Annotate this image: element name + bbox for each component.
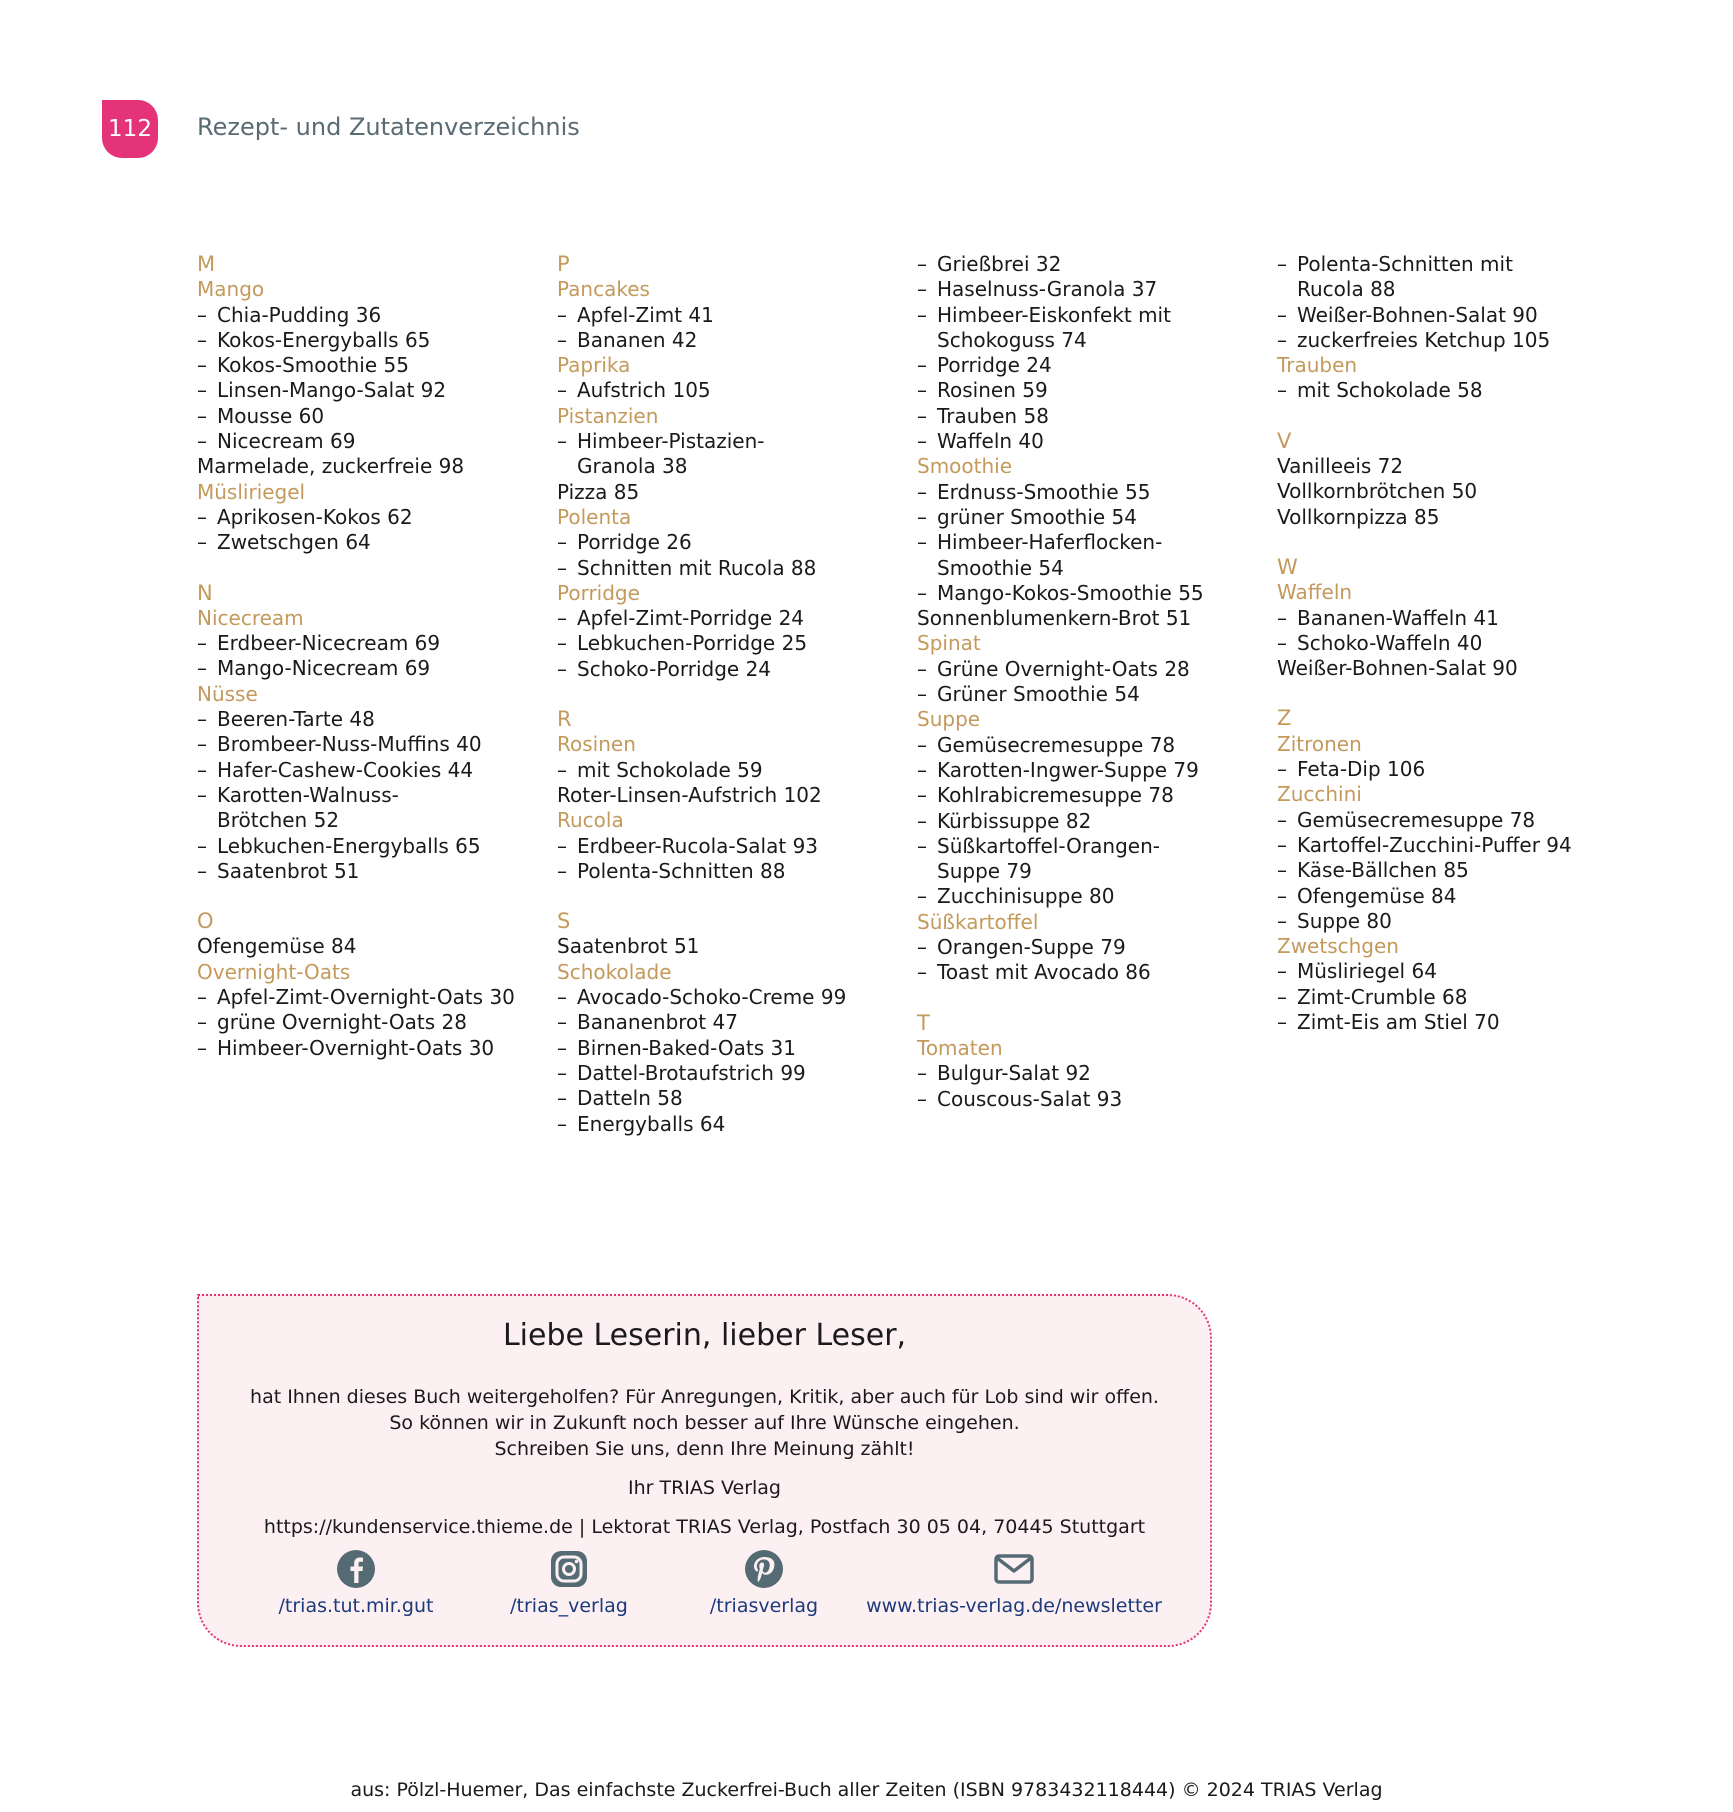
index-subentry: – Orangen-Suppe 79 [917,935,1257,960]
index-subentry: – mit Schokolade 59 [557,758,897,783]
index-subentry: – Nicecream 69 [197,429,537,454]
index-subentry: – Suppe 80 [1277,909,1617,934]
index-subentry: – Himbeer-Pistazien- [557,429,897,454]
index-subentry: – Gemüsecremesuppe 78 [1277,808,1617,833]
index-entry: Vanilleeis 72 [1277,454,1404,479]
index-subentry: – Apfel-Zimt-Porridge 24 [557,606,897,631]
index-subentry: – Porridge 26 [557,530,897,555]
index-subentry: – Trauben 58 [917,404,1257,429]
index-subentry: – Mango-Kokos-Smoothie 55 [917,581,1257,606]
index-subentry: – Porridge 24 [917,353,1257,378]
index-subentry: – Avocado-Schoko-Creme 99 [557,985,897,1010]
index-heading: Süßkartoffel [917,909,1039,934]
index-subentry: – grüner Smoothie 54 [917,505,1257,530]
pinterest-icon [744,1549,784,1589]
index-subentry: – Erdbeer-Nicecream 69 [197,631,537,656]
page-number-badge [102,100,158,158]
index-subentry: – Beeren-Tarte 48 [197,707,537,732]
index-letter: T [917,1010,930,1035]
index-heading: Polenta [557,504,632,529]
index-spacer [557,884,897,909]
index-subentry: – Mousse 60 [197,404,537,429]
index-subentry: – Grüner Smoothie 54 [917,682,1257,707]
index-subentry: – Himbeer-Eiskonfekt mit [917,303,1257,328]
index-entry: Weißer-Bohnen-Salat 90 [1277,656,1518,681]
index-entry: Marmelade, zuckerfreie 98 [197,454,465,479]
mail-icon [993,1549,1035,1589]
facebook-link[interactable]: /trias.tut.mir.gut [278,1595,434,1617]
social-instagram[interactable] [469,1549,669,1617]
index-spacer [197,556,537,581]
feedback-signature: Ihr TRIAS Verlag [627,1477,781,1499]
index-subentry: – Datteln 58 [557,1086,897,1111]
index-subentry: – Weißer-Bohnen-Salat 90 [1277,303,1617,328]
index-heading: Porridge [557,580,640,605]
index-subentry: – Gemüsecremesuppe 78 [917,733,1257,758]
index-subentry: – Linsen-Mango-Salat 92 [197,378,537,403]
index-subentry: – Birnen-Baked-Oats 31 [557,1036,897,1061]
index-subentry: – Ofengemüse 84 [1277,884,1617,909]
index-heading: Tomaten [917,1035,1003,1060]
index-letter: O [197,909,214,934]
index-heading: Pancakes [557,277,650,302]
index-subentry: – Schnitten mit Rucola 88 [557,556,897,581]
index-heading: Mango [197,277,265,302]
index-subentry: – Aufstrich 105 [557,378,897,403]
index-letter: N [197,580,213,605]
index-heading: Zitronen [1277,731,1362,756]
index-letter: W [1277,554,1298,579]
index-entry: Vollkornpizza 85 [1277,504,1440,529]
index-spacer [197,884,537,909]
index-subentry: – Lebkuchen-Energyballs 65 [197,834,537,859]
index-subentry-continued: Suppe 79 [937,859,1032,884]
index-subentry: – Waffeln 40 [917,429,1257,454]
feedback-contact[interactable]: https://kundenservice.thieme.de | Lektorat TRIAS Verlag, Postfach 30 05 04, 70445 Stuttgart [263,1516,1146,1538]
index-subentry: – Haselnuss-Granola 37 [917,277,1257,302]
social-facebook[interactable] [241,1549,471,1617]
pinterest-link[interactable]: /triasverlag [709,1595,819,1617]
index-subentry: – Toast mit Avocado 86 [917,960,1257,985]
index-spacer [1277,530,1617,555]
index-subentry: – Grüne Overnight-Oats 28 [917,657,1257,682]
index-subentry: – Zimt-Crumble 68 [1277,985,1617,1010]
index-spacer [917,986,1257,1011]
index-subentry-continued: Rucola 88 [1297,277,1396,302]
index-subentry: – Käse-Bällchen 85 [1277,858,1617,883]
index-heading: Waffeln [1277,580,1353,605]
index-subentry: – Saatenbrot 51 [197,859,537,884]
index-subentry: – Schoko-Waffeln 40 [1277,631,1617,656]
index-subentry: – Polenta-Schnitten 88 [557,859,897,884]
feedback-box [197,1294,1212,1647]
page-number: 112 [108,116,152,142]
index-heading: Zucchini [1277,782,1362,807]
index-entry: Saatenbrot 51 [557,934,700,959]
index-subentry: – Bananen 42 [557,328,897,353]
running-title: Rezept- und Zutatenverzeichnis [197,113,580,141]
index-heading: Pistanzien [557,403,659,428]
index-subentry: – Schoko-Porridge 24 [557,657,897,682]
index-subentry: – Energyballs 64 [557,1112,897,1137]
feedback-text-2: So können wir in Zukunft noch besser auf Ihre Wünsche eingehen. [389,1412,1020,1434]
index-column-1 [197,252,537,1061]
index-entry: Sonnenblumenkern-Brot 51 [917,606,1192,631]
index-subentry: – Zucchinisuppe 80 [917,884,1257,909]
index-letter: V [1277,428,1292,453]
index-subentry: – Kokos-Energyballs 65 [197,328,537,353]
index-letter: S [557,909,571,934]
index-entry: Pizza 85 [557,479,640,504]
index-heading: Paprika [557,353,631,378]
index-heading: Schokolade [557,959,672,984]
index-subentry: – Bananen-Waffeln 41 [1277,606,1617,631]
index-subentry: – Mango-Nicecream 69 [197,656,537,681]
index-subentry: – Kartoffel-Zucchini-Puffer 94 [1277,833,1617,858]
index-column-4 [1277,252,1617,1035]
index-subentry: – Zwetschgen 64 [197,530,537,555]
index-subentry: – Süßkartoffel-Orangen- [917,834,1257,859]
index-subentry: – grüne Overnight-Oats 28 [197,1010,537,1035]
index-subentry: – Erdnuss-Smoothie 55 [917,480,1257,505]
index-heading: Spinat [917,631,981,656]
index-subentry: – Karotten-Ingwer-Suppe 79 [917,758,1257,783]
index-subentry: – Zimt-Eis am Stiel 70 [1277,1010,1617,1035]
index-spacer [1277,681,1617,706]
index-heading: Rucola [557,808,624,833]
index-entry: Vollkornbrötchen 50 [1277,479,1478,504]
index-subentry: – Erdbeer-Rucola-Salat 93 [557,834,897,859]
index-subentry: – Kohlrabicremesuppe 78 [917,783,1257,808]
index-heading: Trauben [1277,353,1358,378]
index-subentry: – Aprikosen-Kokos 62 [197,505,537,530]
index-subentry: – Lebkuchen-Porridge 25 [557,631,897,656]
index-subentry: – Grießbrei 32 [917,252,1257,277]
index-entry: Roter-Linsen-Aufstrich 102 [557,782,822,807]
index-spacer [557,682,897,707]
index-subentry: – Apfel-Zimt-Overnight-Oats 30 [197,985,537,1010]
index-subentry: – Brombeer-Nuss-Muffins 40 [197,732,537,757]
index-column-2 [557,252,897,1137]
index-subentry: – Apfel-Zimt 41 [557,303,897,328]
instagram-icon [549,1549,589,1589]
index-subentry: – Bulgur-Salat 92 [917,1061,1257,1086]
index-heading: Rosinen [557,732,636,757]
index-subentry: – Rosinen 59 [917,378,1257,403]
feedback-text-3: Schreiben Sie uns, denn Ihre Meinung zählt! [494,1438,915,1460]
index-subentry-continued: Granola 38 [577,454,688,479]
index-subentry: – Dattel-Brotaufstrich 99 [557,1061,897,1086]
index-subentry: – Polenta-Schnitten mit [1277,252,1617,277]
index-subentry-continued: Smoothie 54 [937,555,1064,580]
index-subentry: – Müsliriegel 64 [1277,959,1617,984]
index-subentry: – Kokos-Smoothie 55 [197,353,537,378]
index-letter: R [557,707,572,732]
index-subentry: – Bananenbrot 47 [557,1010,897,1035]
index-subentry: – Himbeer-Haferflocken- [917,530,1257,555]
index-subentry: – Chia-Pudding 36 [197,303,537,328]
index-subentry: – Kürbissuppe 82 [917,809,1257,834]
newsletter-link[interactable]: www.trias-verlag.de/newsletter [866,1595,1162,1617]
index-spacer [1277,404,1617,429]
social-newsletter[interactable] [864,1549,1164,1617]
index-subentry: – Himbeer-Overnight-Oats 30 [197,1036,537,1061]
index-heading: Zwetschgen [1277,934,1399,959]
index-letter: Z [1277,706,1292,731]
index-subentry: – mit Schokolade 58 [1277,378,1617,403]
social-pinterest[interactable] [664,1549,864,1617]
index-column-3 [917,252,1257,1112]
index-entry: Ofengemüse 84 [197,934,357,959]
index-heading: Müsliriegel [197,479,306,504]
feedback-text-1: hat Ihnen dieses Buch weitergeholfen? Für Anregungen, Kritik, aber auch für Lob sind wir offen. [250,1386,1159,1408]
index-subentry: – Couscous-Salat 93 [917,1087,1257,1112]
index-subentry-continued: Schokoguss 74 [937,327,1087,352]
index-heading: Overnight-Oats [197,959,351,984]
copyright-footer: aus: Pölzl-Huemer, Das einfachste Zuckerfrei-Buch aller Zeiten (ISBN 9783432118444) © 2024 TRIAS Verlag [350,1779,1383,1801]
index-subentry: – Feta-Dip 106 [1277,757,1617,782]
index-subentry: – zuckerfreies Ketchup 105 [1277,328,1617,353]
index-heading: Nüsse [197,681,258,706]
index-heading: Suppe [917,707,981,732]
index-heading: Smoothie [917,454,1013,479]
feedback-title: Liebe Leserin, lieber Leser, [502,1318,907,1353]
instagram-link[interactable]: /trias_verlag [510,1595,628,1617]
index-letter: M [197,252,216,276]
index-subentry: – Hafer-Cashew-Cookies 44 [197,758,537,783]
index-letter: P [557,252,570,276]
index-subentry-continued: Brötchen 52 [217,808,340,833]
index-heading: Nicecream [197,605,304,630]
index-subentry: – Karotten-Walnuss- [197,783,537,808]
facebook-icon [336,1549,376,1589]
